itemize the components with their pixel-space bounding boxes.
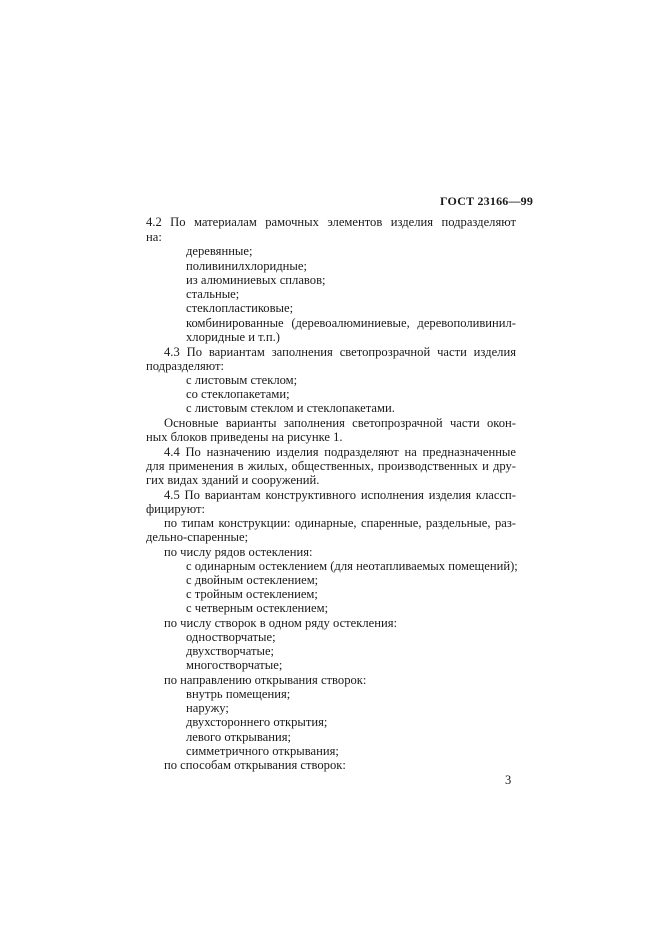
text-line: фицируют: xyxy=(146,502,206,516)
text-line: 4.3 По вариантам заполнения светопрозрачной части изделия xyxy=(164,345,516,359)
text-line: стальные; xyxy=(186,287,240,301)
text-line: хлоридные и т.п.) xyxy=(186,330,280,344)
text-line: с двойным остеклением; xyxy=(186,573,319,587)
text-line: для применения в жилых, общественных, производственных и дру- xyxy=(146,459,516,473)
text-line: 4.5 По вариантам конструктивного исполнения изделия классп- xyxy=(164,488,516,502)
text-line: с листовым стеклом и стеклопакетами. xyxy=(186,401,395,415)
text-line: левого открывания; xyxy=(186,730,291,744)
text-line: стеклопластиковые; xyxy=(186,301,294,315)
text-line: с четверным остеклением; xyxy=(186,601,329,615)
text-line: многостворчатые; xyxy=(186,658,283,672)
text-line: по типам конструкции: одинарные, спаренные, раздельные, раз- xyxy=(164,516,516,530)
text-line: со стеклопакетами; xyxy=(186,387,290,401)
text-line: подразделяют: xyxy=(146,359,225,373)
text-line: симметричного открывания; xyxy=(186,744,339,758)
text-line: одностворчатые; xyxy=(186,630,276,644)
text-line: Основные варианты заполнения светопрозрачной части окон- xyxy=(164,416,516,430)
text-line: 4.4 По назначению изделия подразделяют на предназначенные xyxy=(164,445,516,459)
text-line: ных блоков приведены на рисунке 1. xyxy=(146,430,343,444)
page-number: 3 xyxy=(505,773,512,787)
text-line: двухстороннего открытия; xyxy=(186,715,328,729)
text-line: с одинарным остеклением (для неотапливаемых помещений); xyxy=(186,559,518,573)
text-line: внутрь помещения; xyxy=(186,687,291,701)
text-line: 4.2 По материалам рамочных элементов изделия подразделяют xyxy=(146,215,516,229)
document-code: ГОСТ 23166—99 xyxy=(440,194,534,208)
text-line: дельно-спаренные; xyxy=(146,530,249,544)
text-line: по числу створок в одном ряду остекления: xyxy=(164,616,398,630)
text-line: на: xyxy=(146,230,162,244)
text-line: с листовым стеклом; xyxy=(186,373,298,387)
text-line: по способам открывания створок: xyxy=(164,758,346,772)
text-line: деревянные; xyxy=(186,244,253,258)
text-line: по числу рядов остекления: xyxy=(164,545,313,559)
text-line: по направлению открывания створок: xyxy=(164,673,367,687)
text-line: двухстворчатые; xyxy=(186,644,275,658)
text-line: комбинированные (деревоалюминиевые, деревополивинил- xyxy=(186,316,516,330)
text-line: из алюминиевых сплавов; xyxy=(186,273,326,287)
text-line: поливинилхлоридные; xyxy=(186,259,307,273)
text-line: наружу; xyxy=(186,701,229,715)
text-line: гих видах зданий и сооружений. xyxy=(146,473,320,487)
text-line: с тройным остеклением; xyxy=(186,587,318,601)
